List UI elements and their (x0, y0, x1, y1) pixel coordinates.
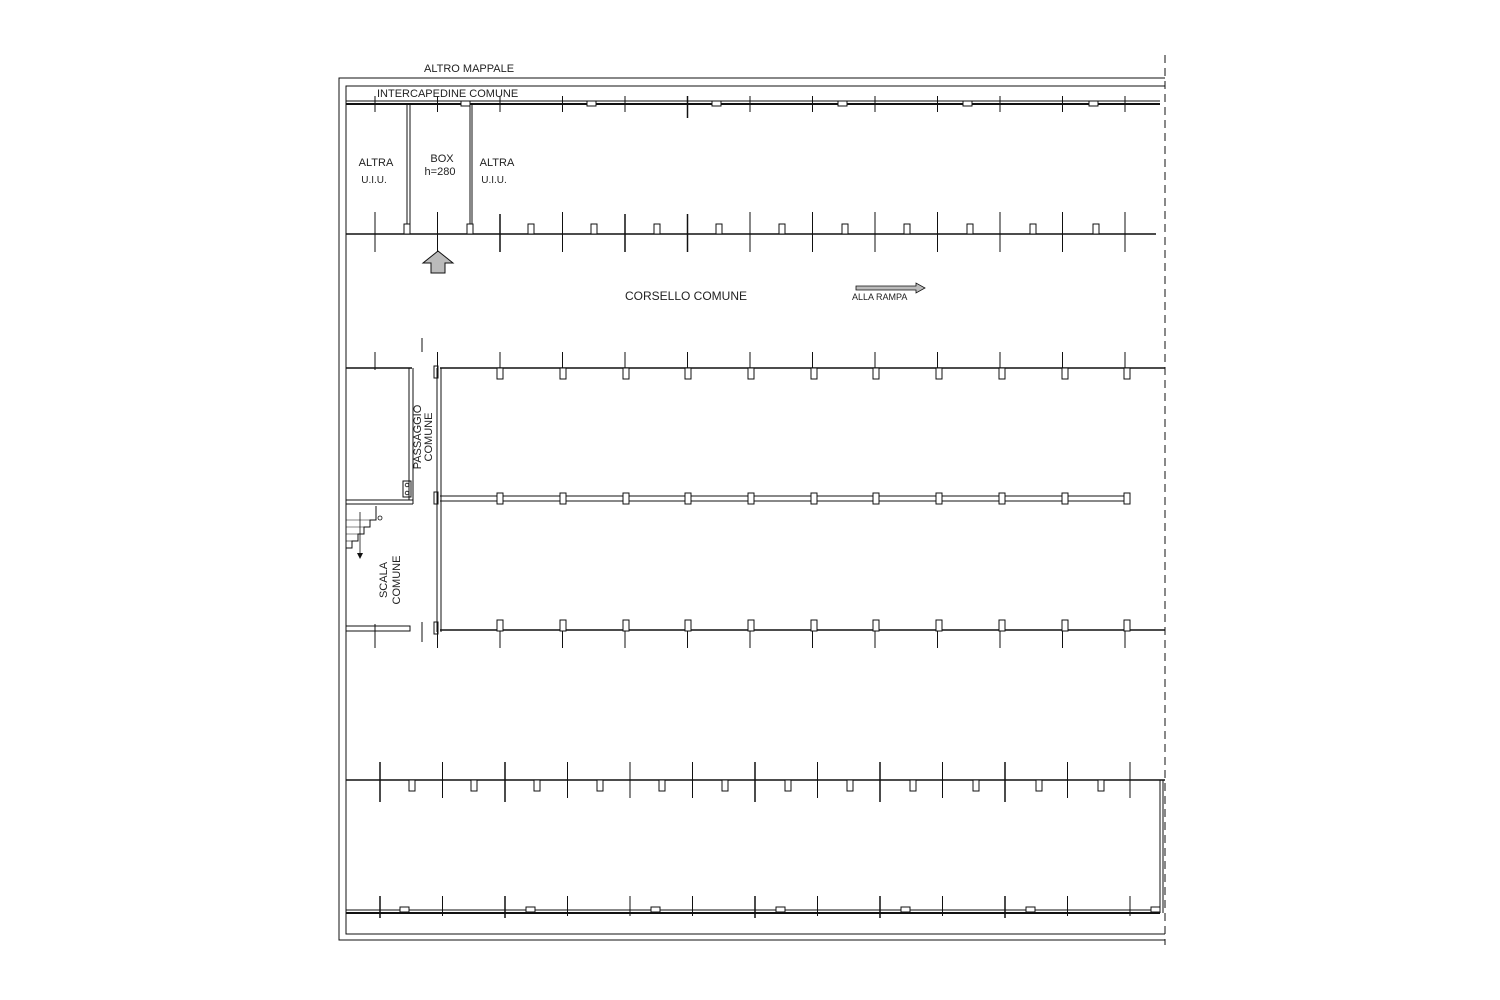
pillar (999, 368, 1005, 379)
pillar (409, 780, 415, 791)
pillar (591, 224, 597, 234)
pillar (873, 620, 879, 631)
pillar (1030, 224, 1036, 234)
pillar (936, 493, 942, 504)
up-arrow-icon (423, 251, 453, 273)
scala-label: SCALA (378, 561, 390, 599)
pillar (1151, 907, 1160, 912)
pillar (712, 101, 721, 106)
pillar (910, 780, 916, 791)
pillar (716, 224, 722, 234)
pillar (748, 493, 754, 504)
pillar (654, 224, 660, 234)
pillar (1062, 620, 1068, 631)
pillar (400, 907, 409, 912)
pillar (847, 780, 853, 791)
pillar (1124, 493, 1130, 504)
pillar (685, 493, 691, 504)
pillar (873, 493, 879, 504)
passaggio-comune-label: COMUNE (423, 412, 435, 462)
pillar (967, 224, 973, 234)
pillar (873, 368, 879, 379)
pillar (776, 907, 785, 912)
pillar (811, 368, 817, 379)
stair-icon (346, 506, 382, 559)
pillar (597, 780, 603, 791)
pillar (999, 493, 1005, 504)
pillar (842, 224, 848, 234)
pillar (999, 620, 1005, 631)
pillar (461, 101, 470, 106)
pillar (973, 780, 979, 791)
pillar (1026, 907, 1035, 912)
altra-uiu-right-label-2: U.I.U. (481, 175, 507, 186)
pillar (811, 493, 817, 504)
altra-uiu-left-label-2: U.I.U. (361, 175, 387, 186)
pillar (1093, 224, 1099, 234)
pillar (497, 493, 503, 504)
pillar (623, 368, 629, 379)
pillar (497, 620, 503, 631)
pillar (785, 780, 791, 791)
pillar (901, 907, 910, 912)
bottom-box-row (346, 762, 1165, 918)
pillar (526, 907, 535, 912)
pillar (471, 780, 477, 791)
middle-box-block (346, 338, 1165, 648)
pillar (651, 907, 660, 912)
pillar (1036, 780, 1042, 791)
pillar (467, 224, 473, 234)
pillar (748, 368, 754, 379)
pillar (587, 101, 596, 106)
pillar (685, 620, 691, 631)
pillar (1062, 368, 1068, 379)
corsello-label: CORSELLO COMUNE (624, 289, 748, 303)
pillar (528, 224, 534, 234)
pillar (722, 780, 728, 791)
altro-mappale-label: ALTRO MAPPALE (424, 63, 515, 75)
pillar (1089, 101, 1098, 106)
intercapedine-label: INTERCAPEDINE COMUNE (377, 88, 519, 100)
pillar (1124, 368, 1130, 379)
box-label: BOX (430, 153, 454, 165)
pillar (560, 368, 566, 379)
box-height-label: h=280 (424, 166, 456, 178)
pillar (623, 620, 629, 631)
scala-comune-label: COMUNE (391, 555, 403, 605)
pillar (904, 224, 910, 234)
pillar (534, 780, 540, 791)
pillar (560, 620, 566, 631)
pillar (779, 224, 785, 234)
top-box-row (346, 96, 1156, 252)
pillar (936, 620, 942, 631)
pillar (936, 368, 942, 379)
pillar (748, 620, 754, 631)
pillar (685, 368, 691, 379)
pillar (560, 493, 566, 504)
alla-rampa-label: ALLA RAMPA (852, 292, 908, 302)
altra-uiu-right-label: ALTRA (479, 157, 515, 169)
altra-uiu-left-label: ALTRA (358, 157, 394, 169)
pillar (963, 101, 972, 106)
pillar (1124, 620, 1130, 631)
pillar (1062, 493, 1068, 504)
pillar (623, 493, 629, 504)
pillar (1098, 780, 1104, 791)
pillar (497, 368, 503, 379)
pillar (659, 780, 665, 791)
pillar (838, 101, 847, 106)
pillar (811, 620, 817, 631)
pillar (404, 224, 410, 234)
passaggio-label: PASSAGGIO (412, 404, 424, 470)
